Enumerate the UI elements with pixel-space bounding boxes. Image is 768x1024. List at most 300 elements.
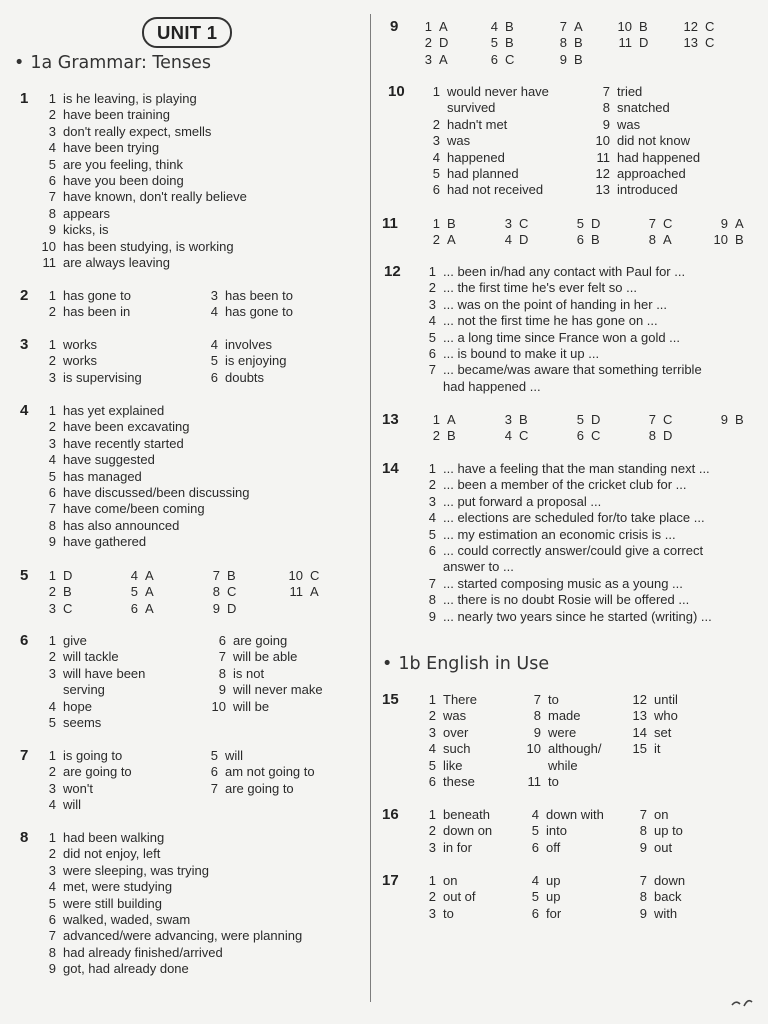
item-answer: don't really expect, smells (63, 123, 212, 139)
item-number: 5 (48, 468, 56, 484)
answer-item (596, 149, 701, 166)
item-number: 3 (428, 724, 436, 740)
item-number: 2 (424, 35, 432, 51)
answer-item (48, 568, 73, 584)
answer-item (432, 232, 456, 248)
answer-item (424, 35, 449, 51)
item-answer: to (443, 905, 454, 921)
item-answer: D (639, 35, 649, 51)
item-answer: up to (654, 823, 683, 839)
item-number: 4 (48, 140, 56, 156)
item-number: 4 (490, 19, 498, 34)
item-number: 3 (432, 133, 440, 149)
item-answer: approached (617, 166, 686, 181)
item-answer: are going (233, 633, 288, 648)
answer-item (48, 288, 131, 304)
item-number: 1 (48, 403, 56, 418)
item-answer: D (439, 35, 449, 51)
answer-item (428, 724, 469, 741)
answer-item (576, 412, 601, 428)
item-number: 4 (428, 313, 436, 329)
item-answer: advanced/were advancing, were planning (63, 928, 303, 944)
item-answer: ... started composing music as a young ... (443, 575, 683, 591)
item-number: 4 (428, 741, 436, 757)
item-number: 12 (683, 19, 698, 34)
item-answer: C (591, 428, 601, 444)
item-answer: ... is bound to make it up ... (443, 346, 600, 361)
item-number: 8 (639, 823, 647, 839)
answer-item (130, 568, 154, 584)
item-answer: C (227, 584, 237, 600)
item-number: 10 (526, 741, 541, 757)
answer-item (428, 329, 681, 346)
item-answer: back (654, 889, 682, 905)
answer-item (531, 823, 567, 839)
item-number: 2 (432, 116, 440, 132)
item-number: 7 (639, 807, 647, 822)
item-number: 1 (48, 568, 56, 583)
answer-item (48, 698, 92, 715)
answer-item (48, 205, 110, 222)
item-number: 6 (48, 912, 56, 927)
item-answer: have been trying (63, 140, 160, 156)
item-answer: down with (546, 807, 604, 822)
item-answer: There (443, 692, 477, 707)
answer-item (212, 568, 236, 584)
answer-item (63, 682, 105, 698)
answer-item (48, 665, 146, 682)
item-answer: ... elections are scheduled for/to take place ... (443, 510, 705, 526)
answer-item (490, 19, 514, 35)
answer-item (48, 912, 191, 928)
item-answer: had already finished/arrived (63, 944, 223, 960)
item-number: 1 (48, 633, 56, 648)
item-answer: snatched (617, 100, 670, 116)
answer-item (428, 823, 493, 839)
answer-item (531, 873, 561, 889)
item-number: 6 (48, 173, 56, 188)
section-title: Grammar: Tenses (57, 53, 211, 73)
item-answer: am not going to (225, 764, 315, 780)
answer-item (48, 944, 223, 961)
item-number: 7 (428, 362, 436, 378)
answer-item (48, 435, 184, 452)
item-number: 5 (531, 823, 539, 839)
answer-item (443, 559, 514, 575)
item-number: 2 (432, 232, 440, 248)
answer-item (639, 889, 682, 905)
item-answer: has gone to (63, 288, 131, 303)
item-answer: introduced (617, 182, 678, 198)
item-answer: A (447, 232, 456, 248)
item-number: 2 (48, 584, 56, 600)
item-answer: had not received (447, 182, 544, 198)
answer-item (432, 412, 456, 428)
item-answer: C (519, 428, 529, 444)
item-number: 8 (648, 428, 656, 444)
answer-item (559, 19, 583, 35)
item-number: 9 (428, 608, 436, 624)
item-number: 8 (533, 708, 541, 724)
item-answer: C (663, 216, 673, 231)
item-number: 3 (504, 216, 512, 231)
item-number: 8 (218, 665, 226, 681)
answer-item (432, 428, 456, 444)
answer-item (48, 403, 165, 419)
item-answer: A (310, 584, 319, 600)
item-answer: walked, waded, swam (63, 912, 191, 927)
item-answer: to (548, 774, 559, 789)
answer-item (639, 807, 669, 823)
item-number: 1 (428, 264, 436, 279)
exercise-number: 3 (20, 336, 29, 353)
answer-item (210, 780, 294, 797)
answer-item (632, 708, 678, 724)
item-number: 9 (720, 412, 728, 427)
answer-item (130, 584, 154, 600)
item-number: 2 (432, 428, 440, 444)
exercise-number: 6 (20, 632, 29, 649)
item-number: 10 (288, 568, 303, 583)
answer-item (218, 682, 323, 698)
answer-item (424, 51, 448, 68)
answer-item (210, 369, 265, 386)
item-answer: B (574, 35, 583, 51)
item-number: 3 (48, 862, 56, 878)
item-answer: it (654, 741, 661, 757)
item-answer: ... was on the point of handing in her ... (443, 296, 668, 312)
item-answer: A (439, 19, 448, 34)
item-answer: is supervising (63, 369, 142, 385)
answer-item (424, 19, 448, 35)
answer-item (428, 592, 690, 608)
item-answer: has gone to (225, 304, 293, 320)
answer-item (618, 35, 649, 51)
item-answer: B (519, 412, 528, 427)
item-number: 1 (432, 216, 440, 231)
answer-item (428, 313, 658, 329)
answer-item (48, 337, 97, 353)
item-answer: is going to (63, 748, 123, 763)
item-answer: A (574, 19, 583, 34)
item-answer: C (519, 216, 529, 231)
item-answer: B (735, 232, 744, 248)
item-answer: was (443, 708, 467, 724)
answer-item (48, 369, 142, 386)
item-number: 2 (48, 764, 56, 780)
answer-item (447, 100, 495, 116)
item-answer: in for (443, 839, 472, 855)
item-answer: A (447, 412, 456, 427)
item-answer: is not (233, 665, 265, 681)
item-number: 2 (428, 477, 436, 493)
item-answer: serving (63, 682, 105, 698)
exercise-number: 7 (20, 747, 29, 764)
item-number: 6 (130, 600, 138, 616)
item-number: 13 (632, 708, 647, 724)
item-answer: A (439, 51, 448, 67)
item-answer: got, had already done (63, 961, 189, 977)
item-answer: B (505, 35, 514, 51)
item-number: 8 (648, 232, 656, 248)
section-heading-1a (14, 55, 211, 71)
item-answer: C (663, 412, 673, 427)
answer-item (432, 133, 471, 149)
answer-item (720, 412, 744, 428)
item-number: 5 (428, 329, 436, 345)
answer-item (212, 584, 237, 600)
item-number: 10 (617, 19, 632, 34)
item-number: 1 (48, 830, 56, 845)
item-answer: these (443, 774, 475, 789)
item-answer: to (548, 692, 559, 707)
item-answer: have known, don't really believe (63, 189, 247, 205)
item-answer: on (654, 807, 669, 822)
item-answer: kicks, is (63, 222, 109, 238)
item-answer: B (735, 412, 744, 427)
item-answer: ... my estimation an economic crisis is ... (443, 526, 676, 542)
item-number: 4 (428, 510, 436, 526)
item-answer: will be (233, 698, 270, 714)
item-answer: hope (63, 698, 92, 714)
answer-item (48, 189, 247, 205)
item-answer: had happened ... (443, 378, 541, 394)
item-answer: A (145, 600, 154, 616)
item-number: 1 (428, 807, 436, 822)
item-answer: has been to (225, 288, 293, 303)
item-answer: on (443, 873, 458, 888)
column-divider (370, 14, 371, 1002)
item-answer: D (519, 232, 529, 248)
section-bullet: • (14, 53, 25, 73)
answer-item (218, 633, 288, 649)
answer-item (548, 758, 578, 774)
item-answer: ... became/was aware that something terrible (443, 362, 702, 378)
item-answer: ... been in/had any contact with Paul for ... (443, 264, 686, 279)
answer-item (639, 823, 683, 839)
item-answer: A (663, 232, 672, 248)
answer-item (432, 166, 519, 182)
item-number: 4 (48, 452, 56, 468)
answer-item (428, 346, 600, 362)
item-number: 6 (576, 232, 584, 248)
answer-item (428, 692, 477, 708)
answer-item (48, 584, 72, 600)
item-answer: into (546, 823, 567, 839)
item-answer: off (546, 839, 561, 855)
item-number: 8 (48, 944, 56, 960)
item-answer: had planned (447, 166, 519, 181)
item-answer: ... the first time he's ever felt so ... (443, 280, 637, 296)
section-label: 1b (398, 654, 421, 674)
item-answer: up (546, 873, 561, 888)
answer-item (218, 665, 265, 682)
answer-item (576, 232, 600, 248)
item-number: 3 (428, 839, 436, 855)
answer-item (48, 485, 250, 501)
answer-item (602, 116, 641, 133)
answer-item (428, 708, 467, 724)
item-answer: have been training (63, 107, 170, 123)
item-number: 2 (428, 280, 436, 296)
answer-item (48, 91, 197, 107)
item-number: 6 (218, 633, 226, 648)
item-number: 9 (218, 682, 226, 698)
item-number: 9 (720, 216, 728, 231)
item-answer: while (548, 757, 578, 773)
answer-item (48, 830, 165, 846)
answer-item (432, 149, 505, 166)
item-number: 3 (48, 600, 56, 616)
item-number: 3 (48, 369, 56, 385)
answer-item (713, 232, 744, 248)
item-number: 10 (211, 698, 226, 714)
item-number: 8 (602, 100, 610, 116)
item-number: 1 (432, 84, 440, 99)
item-answer: has yet explained (63, 403, 165, 418)
exercise-number: 5 (20, 567, 29, 584)
item-answer: up (546, 889, 561, 905)
item-answer: until (654, 692, 678, 707)
answer-item (48, 123, 212, 140)
item-answer: have been excavating (63, 419, 190, 435)
answer-item (48, 633, 87, 649)
answer-item (48, 304, 131, 320)
answer-item (428, 543, 704, 559)
item-number: 12 (632, 692, 647, 707)
item-answer: appears (63, 205, 110, 221)
item-answer: has been studying, is working (63, 238, 234, 254)
item-number: 8 (48, 517, 56, 533)
answer-item (48, 173, 184, 189)
answer-item (428, 280, 637, 296)
answer-item (41, 238, 234, 255)
exercise-number: 1 (20, 90, 29, 107)
item-answer: A (145, 584, 154, 600)
item-number: 9 (602, 116, 610, 132)
answer-item (432, 116, 508, 133)
answer-item (428, 608, 712, 625)
item-number: 5 (490, 35, 498, 51)
item-number: 5 (210, 748, 218, 763)
item-answer: C (705, 19, 715, 34)
item-number: 10 (713, 232, 728, 248)
item-answer: B (447, 216, 456, 231)
item-number: 13 (683, 35, 698, 51)
answer-item (48, 517, 180, 534)
item-answer: C (63, 600, 73, 616)
answer-item (428, 362, 702, 378)
item-answer: D (591, 216, 601, 231)
item-answer: who (654, 708, 678, 724)
answer-item (48, 846, 161, 862)
item-answer: met, were studying (63, 879, 173, 895)
answer-item (48, 780, 93, 797)
item-answer: are you feeling, think (63, 156, 183, 172)
answer-item (720, 216, 744, 232)
item-answer: D (63, 568, 73, 583)
item-number: 3 (504, 412, 512, 427)
item-number: 3 (210, 288, 218, 303)
answer-item (432, 182, 544, 198)
answer-item (632, 692, 678, 708)
item-answer: will tackle (63, 649, 119, 665)
item-answer: for (546, 905, 562, 921)
item-answer: would never have (447, 84, 549, 99)
item-answer: will (63, 797, 82, 813)
item-answer: have discussed/been discussing (63, 485, 250, 500)
answer-item (48, 468, 142, 485)
item-number: 7 (212, 568, 220, 583)
item-number: 2 (48, 107, 56, 123)
answer-item (428, 873, 458, 889)
item-number: 6 (490, 51, 498, 67)
answer-item (48, 419, 190, 435)
item-answer: like (443, 757, 463, 773)
item-answer: B (227, 568, 236, 583)
item-number: 6 (428, 774, 436, 789)
item-number: 2 (48, 419, 56, 435)
item-number: 8 (212, 584, 220, 600)
item-answer: doubts (225, 369, 265, 385)
exercise-number: 2 (20, 287, 29, 304)
item-number: 5 (576, 412, 584, 427)
answer-item (218, 649, 298, 665)
answer-item (648, 232, 672, 248)
answer-item (648, 412, 673, 428)
item-answer: although/ (548, 741, 602, 757)
item-number: 4 (210, 337, 218, 352)
item-answer: have gathered (63, 534, 147, 550)
item-number: 9 (559, 51, 567, 67)
item-answer: B (574, 51, 583, 67)
answer-item (212, 600, 237, 617)
item-number: 8 (559, 35, 567, 51)
item-answer: ... put forward a proposal ... (443, 493, 602, 509)
item-answer: ... there is no doubt Rosie will be offered ... (443, 592, 690, 608)
item-number: 5 (428, 757, 436, 773)
item-number: 10 (595, 133, 610, 149)
item-number: 14 (632, 724, 647, 740)
item-answer: A (735, 216, 744, 231)
answer-item (490, 51, 515, 68)
item-number: 11 (618, 35, 632, 51)
answer-item (428, 757, 463, 774)
item-answer: over (443, 724, 469, 740)
exercise-number: 13 (382, 411, 399, 428)
pencil-mark (730, 996, 756, 1010)
item-number: 9 (48, 222, 56, 238)
item-answer: are going to (63, 764, 132, 780)
item-answer: down (654, 873, 686, 888)
answer-item (428, 774, 475, 790)
exercise-number: 8 (20, 829, 29, 846)
answer-item (428, 807, 490, 823)
item-number: 1 (432, 412, 440, 427)
answer-item (531, 807, 604, 823)
item-number: 6 (428, 543, 436, 558)
answer-item (428, 839, 472, 856)
item-number: 5 (48, 715, 56, 730)
answer-item (48, 748, 123, 764)
item-answer: have come/been coming (63, 501, 205, 517)
item-answer: tried (617, 84, 643, 99)
item-answer: made (548, 708, 581, 724)
item-number: 3 (48, 780, 56, 796)
answer-item (210, 304, 293, 320)
item-number: 11 (527, 774, 541, 789)
item-number: 5 (48, 156, 56, 172)
